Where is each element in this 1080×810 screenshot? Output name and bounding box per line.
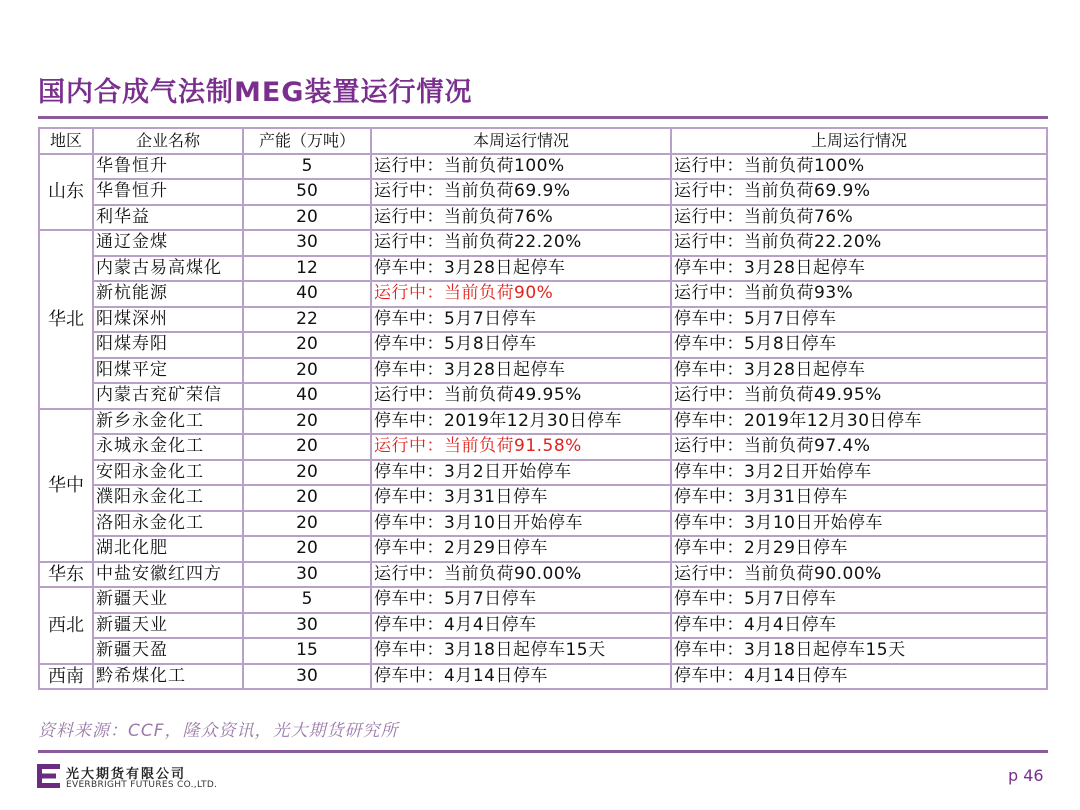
table-row — [39, 281, 1047, 307]
last-week-cell: 停车中：4月14日停车 — [671, 664, 1047, 690]
table-row — [39, 332, 1047, 358]
this-week-cell: 运行中：当前负荷90.00% — [371, 562, 671, 588]
table-row — [39, 307, 1047, 333]
this-week-cell: 停车中：5月7日停车 — [371, 307, 671, 333]
company-name-en: EVERBRIGHT FUTURES CO.,LTD. — [66, 780, 218, 790]
capacity-cell: 15 — [243, 638, 371, 664]
company-cell: 内蒙古易高煤化 — [93, 256, 243, 282]
source-note: 资料来源：CCF，隆众资讯，光大期货研究所 — [38, 721, 399, 741]
company-cell: 新乡永金化工 — [93, 409, 243, 435]
table-row — [39, 179, 1047, 205]
capacity-cell: 30 — [243, 664, 371, 690]
company-cell: 新杭能源 — [93, 281, 243, 307]
table-row — [39, 256, 1047, 282]
title-divider — [38, 116, 1048, 119]
table-row — [39, 358, 1047, 384]
this-week-cell: 停车中：2月29日停车 — [371, 536, 671, 562]
company-name-cn: 光大期货有限公司 — [66, 767, 187, 782]
header-this-week: 本周运行情况 — [371, 128, 671, 154]
last-week-cell: 停车中：3月28日起停车 — [671, 256, 1047, 282]
capacity-cell: 30 — [243, 230, 371, 256]
region-cell: 华中 — [39, 409, 93, 562]
this-week-cell-highlighted: 运行中：当前负荷91.58% — [371, 434, 671, 460]
last-week-cell: 停车中：4月4日停车 — [671, 613, 1047, 639]
capacity-cell: 20 — [243, 358, 371, 384]
last-week-cell: 停车中：2月29日停车 — [671, 536, 1047, 562]
company-cell: 濮阳永金化工 — [93, 485, 243, 511]
capacity-cell: 40 — [243, 281, 371, 307]
footer-divider — [38, 750, 1048, 753]
company-cell: 新疆天业 — [93, 587, 243, 613]
this-week-cell: 停车中：4月4日停车 — [371, 613, 671, 639]
page-number: p 46 — [1008, 766, 1044, 785]
this-week-cell: 停车中：3月31日停车 — [371, 485, 671, 511]
table-row — [39, 664, 1047, 690]
this-week-cell: 停车中：3月10日开始停车 — [371, 511, 671, 537]
company-cell: 利华益 — [93, 205, 243, 231]
region-cell: 华东 — [39, 562, 93, 588]
last-week-cell: 停车中：3月31日停车 — [671, 485, 1047, 511]
this-week-cell-highlighted: 运行中：当前负荷90% — [371, 281, 671, 307]
capacity-cell: 50 — [243, 179, 371, 205]
capacity-cell: 40 — [243, 383, 371, 409]
table-row — [39, 205, 1047, 231]
header-capacity: 产能（万吨） — [243, 128, 371, 154]
this-week-cell: 停车中：4月14日停车 — [371, 664, 671, 690]
capacity-cell: 12 — [243, 256, 371, 282]
page-title: 国内合成气法制MEG装置运行情况 — [38, 77, 473, 108]
capacity-cell: 30 — [243, 613, 371, 639]
company-cell: 阳煤寿阳 — [93, 332, 243, 358]
capacity-cell: 20 — [243, 409, 371, 435]
table-row — [39, 562, 1047, 588]
table-row — [39, 536, 1047, 562]
company-cell: 洛阳永金化工 — [93, 511, 243, 537]
table-row — [39, 511, 1047, 537]
company-cell: 永城永金化工 — [93, 434, 243, 460]
last-week-cell: 停车中：3月28日起停车 — [671, 358, 1047, 384]
header-region: 地区 — [39, 128, 93, 154]
capacity-cell: 20 — [243, 511, 371, 537]
capacity-cell: 20 — [243, 536, 371, 562]
capacity-cell: 30 — [243, 562, 371, 588]
this-week-cell: 运行中：当前负荷100% — [371, 154, 671, 180]
company-cell: 华鲁恒升 — [93, 154, 243, 180]
everbright-logo-icon — [36, 762, 62, 790]
capacity-cell: 20 — [243, 205, 371, 231]
last-week-cell: 停车中：2019年12月30日停车 — [671, 409, 1047, 435]
company-cell: 内蒙古兖矿荣信 — [93, 383, 243, 409]
last-week-cell: 运行中：当前负荷49.95% — [671, 383, 1047, 409]
region-cell: 华北 — [39, 230, 93, 409]
region-cell: 山东 — [39, 154, 93, 231]
company-cell: 华鲁恒升 — [93, 179, 243, 205]
last-week-cell: 运行中：当前负荷93% — [671, 281, 1047, 307]
region-cell: 西北 — [39, 587, 93, 664]
table-row — [39, 230, 1047, 256]
last-week-cell: 运行中：当前负荷100% — [671, 154, 1047, 180]
company-cell: 通辽金煤 — [93, 230, 243, 256]
this-week-cell: 停车中：2019年12月30日停车 — [371, 409, 671, 435]
last-week-cell: 停车中：5月7日停车 — [671, 307, 1047, 333]
last-week-cell: 运行中：当前负荷90.00% — [671, 562, 1047, 588]
capacity-cell: 20 — [243, 332, 371, 358]
capacity-cell: 5 — [243, 587, 371, 613]
last-week-cell: 运行中：当前负荷69.9% — [671, 179, 1047, 205]
table-row — [39, 383, 1047, 409]
company-cell: 新疆天盈 — [93, 638, 243, 664]
table-row — [39, 460, 1047, 486]
company-cell: 阳煤平定 — [93, 358, 243, 384]
meg-status-table — [38, 127, 1048, 690]
header-company: 企业名称 — [93, 128, 243, 154]
table-header-row — [39, 128, 1047, 154]
last-week-cell: 停车中：3月2日开始停车 — [671, 460, 1047, 486]
last-week-cell: 运行中：当前负荷76% — [671, 205, 1047, 231]
last-week-cell: 停车中：3月18日起停车15天 — [671, 638, 1047, 664]
table-row — [39, 613, 1047, 639]
company-cell: 新疆天业 — [93, 613, 243, 639]
company-cell: 阳煤深州 — [93, 307, 243, 333]
table-row — [39, 638, 1047, 664]
this-week-cell: 运行中：当前负荷69.9% — [371, 179, 671, 205]
capacity-cell: 20 — [243, 434, 371, 460]
table-row — [39, 485, 1047, 511]
table-row — [39, 154, 1047, 180]
this-week-cell: 停车中：3月18日起停车15天 — [371, 638, 671, 664]
region-cell: 西南 — [39, 664, 93, 690]
company-cell: 中盐安徽红四方 — [93, 562, 243, 588]
this-week-cell: 停车中：5月8日停车 — [371, 332, 671, 358]
capacity-cell: 20 — [243, 460, 371, 486]
last-week-cell: 运行中：当前负荷22.20% — [671, 230, 1047, 256]
company-cell: 湖北化肥 — [93, 536, 243, 562]
last-week-cell: 停车中：5月7日停车 — [671, 587, 1047, 613]
this-week-cell: 停车中：5月7日停车 — [371, 587, 671, 613]
last-week-cell: 停车中：3月10日开始停车 — [671, 511, 1047, 537]
capacity-cell: 5 — [243, 154, 371, 180]
capacity-cell: 20 — [243, 485, 371, 511]
this-week-cell: 运行中：当前负荷49.95% — [371, 383, 671, 409]
capacity-cell: 22 — [243, 307, 371, 333]
this-week-cell: 停车中：3月28日起停车 — [371, 358, 671, 384]
this-week-cell: 运行中：当前负荷22.20% — [371, 230, 671, 256]
table-row — [39, 409, 1047, 435]
this-week-cell: 停车中：3月28日起停车 — [371, 256, 671, 282]
last-week-cell: 停车中：5月8日停车 — [671, 332, 1047, 358]
table-row — [39, 434, 1047, 460]
this-week-cell: 运行中：当前负荷76% — [371, 205, 671, 231]
header-last-week: 上周运行情况 — [671, 128, 1047, 154]
last-week-cell: 运行中：当前负荷97.4% — [671, 434, 1047, 460]
company-cell: 黔希煤化工 — [93, 664, 243, 690]
table-row — [39, 587, 1047, 613]
this-week-cell: 停车中：3月2日开始停车 — [371, 460, 671, 486]
company-cell: 安阳永金化工 — [93, 460, 243, 486]
